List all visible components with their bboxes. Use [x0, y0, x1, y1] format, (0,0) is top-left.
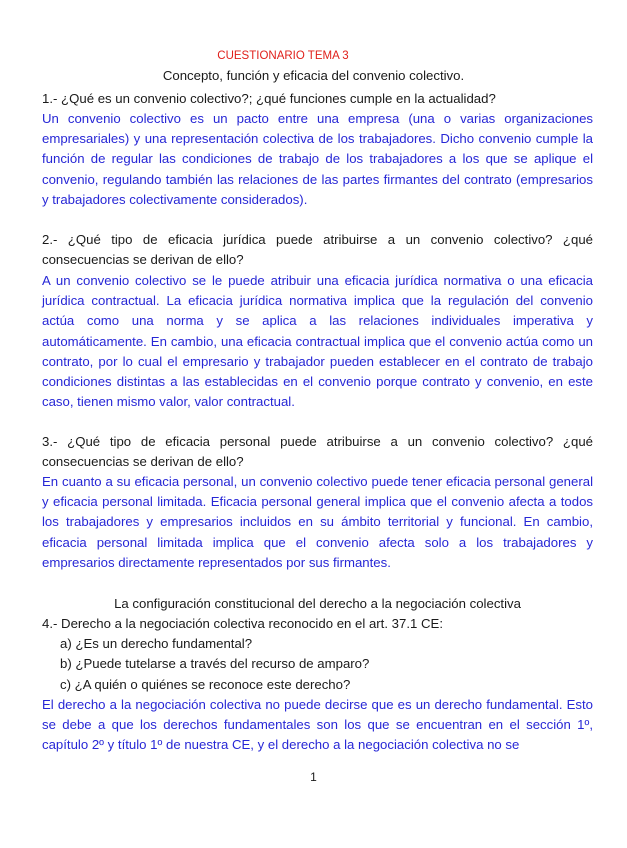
- document-title: CUESTIONARIO TEMA 3: [217, 50, 349, 62]
- question-1: 1.- ¿Qué es un convenio colectivo?; ¿qué funciones cumple en la actualidad?: [42, 91, 496, 106]
- question-4: 4.- Derecho a la negociación colectiva reconocido en el art. 37.1 CE:: [42, 616, 443, 631]
- section-heading: La configuración constitucional del derecho a la negociación colectiva: [114, 596, 521, 611]
- question-2: 2.- ¿Qué tipo de eficacia jurídica puede atribuirse a un convenio colectivo? ¿qué consecuencias se derivan de ello?: [42, 232, 593, 268]
- answer-2: A un convenio colectivo se le puede atribuir una eficacia jurídica normativa o una eficacia jurídica contractual. La eficacia jurídica normativa implica que la regulación del convenio actúa como una norma y se aplica a las relaciones individuales imperativa y automáticamente. En cambio, una eficacia contractual implica que el convenio actúa como un contrato, por lo cual el empresario y trabajador pueden establecer en el contrato de trabajo condiciones distintas a las establecidas en el convenio porque contrato y convenio, en este caso, tienen mismo valor, valor contractual.: [42, 273, 593, 410]
- sub-question-a: a) ¿Es un derecho fundamental?: [60, 636, 253, 651]
- sub-question-b: b) ¿Puede tutelarse a través del recurso de amparo?: [60, 656, 370, 672]
- answer-1: Un convenio colectivo es un pacto entre una empresa (una o varias organizaciones empresariales) y una representación colectiva de los trabajadores. Dicho convenio cumple la función de regular las condiciones de trabajo de los trabajadores a los que se aplique el convenio, regulando también las relaciones de las partes firmantes del contrato (empresarios y trabajadores colectivamente considerados).: [42, 111, 593, 207]
- page-number: 1: [310, 770, 317, 784]
- sub-question-c: c) ¿A quién o quiénes se reconoce este derecho?: [60, 676, 351, 692]
- answer-4: El derecho a la negociación colectiva no puede decirse que es un derecho fundamental. Esto se debe a que los derechos fundamentales son los que se encuentran en el sección 1º, capítulo 2º y título 1º de nuestra CE, y el derecho a la negociación colectiva no se: [42, 697, 593, 753]
- question-3: 3.- ¿Qué tipo de eficacia personal puede atribuirse a un convenio colectivo? ¿qué consecuencias se derivan de ello?: [42, 434, 593, 470]
- answer-3: En cuanto a su eficacia personal, un convenio colectivo puede tener eficacia personal general y eficacia personal limitada. Eficacia personal general implica que el convenio afecta a todos los trabajadores y empresarios incluidos en su ámbito territorial y funcional. En cambio, eficacia personal limitada implica que el convenio afecta solo a los trabajadores y empresarios directamente representados por sus firmantes.: [42, 474, 593, 570]
- question-4-subitems: [42, 634, 611, 695]
- document-subtitle: Concepto, función y eficacia del convenio colectivo.: [162, 68, 465, 83]
